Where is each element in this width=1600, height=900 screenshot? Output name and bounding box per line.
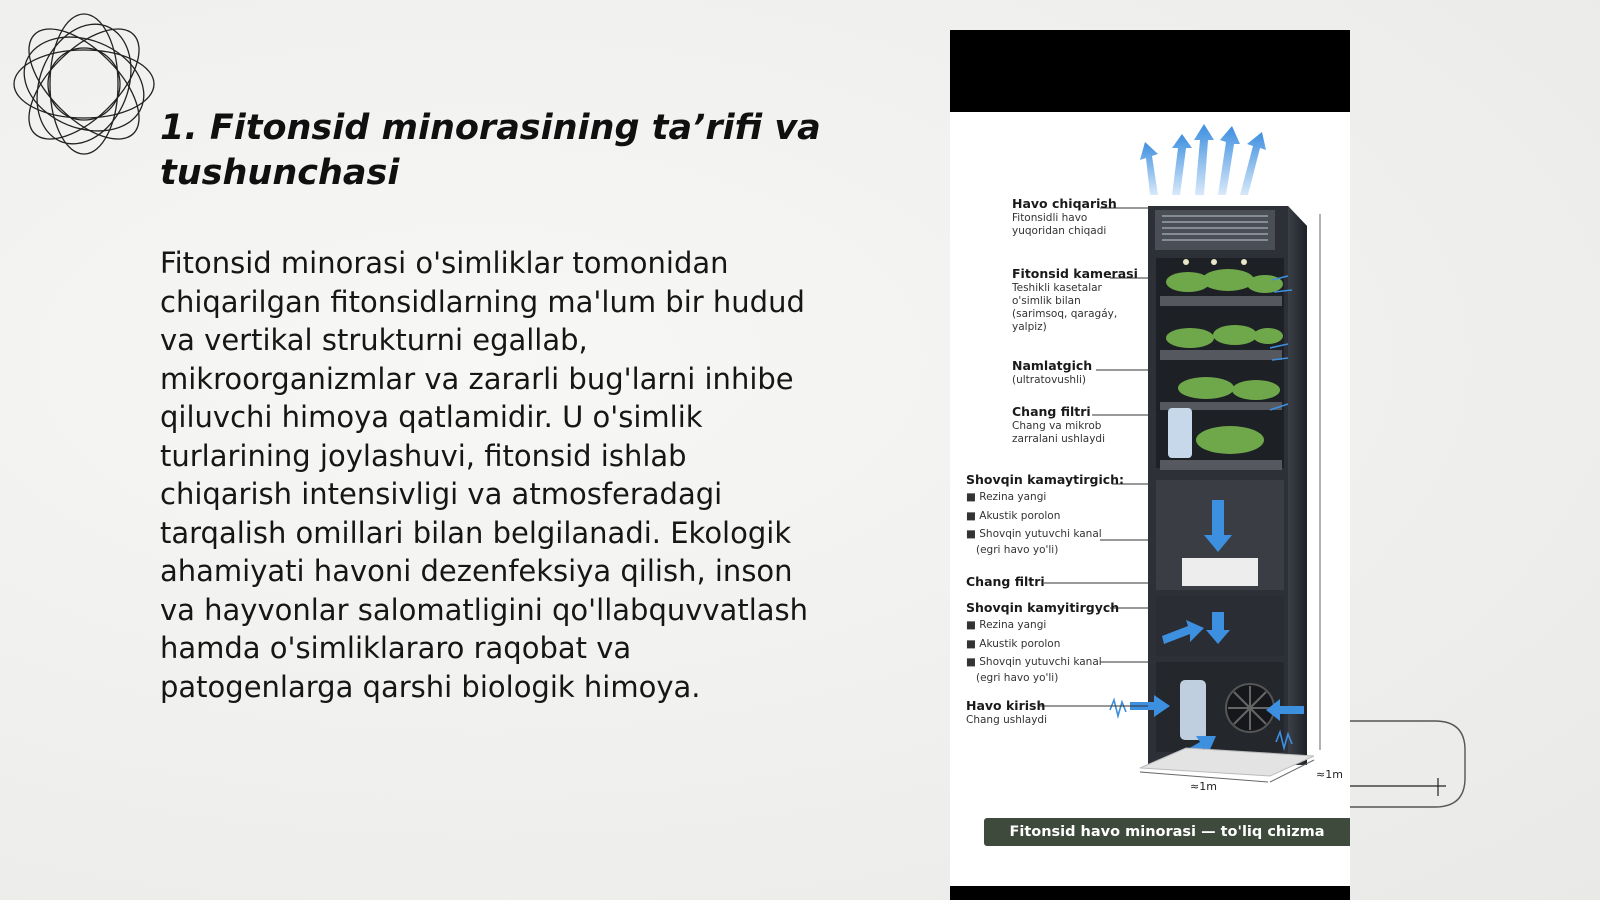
dimension-depth-label: ≈1m [1316,768,1343,781]
label-chang-filtri-top: Chang filtri Chang va mikrob zarralani ushlaydi [1012,404,1106,445]
bracket-connector-icon [1350,720,1467,808]
air-outflow-arrows-icon [1140,124,1266,195]
label-fitonsid-kamerasi: Fitonsid kamerasi Teshikli kasetalar o'simlik bilan (sarimsoq, qaragáy, yalpiz) [1012,266,1138,333]
figure-caption: Fitonsid havo minorasi — to'liq chizma [984,818,1350,846]
slide-body-text: Fitonsid minorasi o'simliklar tomonidan chiqarilgan fitonsidlarning ma'lum bir hudud va vertikal strukturni egallab, mikroorganizmlar va zararli bug'larni inhibe qiluvchi himoya qatlamidir. U o'simlik turlarining joylashuvi, fitonsid ishlab chiqarish intensivligi va atmosferadagi tarqalish omillari bilan belgilanadi. Ekologik ahamiyati havoni dezenfeksiya qilish, inson va hayvonlar salomatligini qo'llabquvvatlash hamda o'simliklararo raqobat va patogenlarga qarshi biologik himoya. [160,246,809,704]
figure-bottom-bar [950,886,1350,900]
slide-title: 1. Fitonsid minorasining ta’rifi va tushunchasi [160,108,821,193]
label-shovqin-kamaytirgich: Shovqin kamaytirgich: ■ Rezina yangi ■ Akustik porolon ■ Shovqin yutuvchi kanal (egri havo yo'li) [966,472,1125,556]
label-havo-kirish: Havo kirish Chang ushlaydi [966,698,1048,726]
tower-body [1110,206,1307,765]
tower-diagram-figure [950,30,1350,900]
label-chang-filtri-bottom: Chang filtri [966,574,1045,589]
label-shovqin-kamyitirgych: Shovqin kamyitirgych ■ Rezina yangi ■ Akustik porolon ■ Shovqin yutuvchi kanal (egri havo yo'li) [966,600,1120,684]
label-namlatgich: Namlatgich (ultratovushli) [1012,358,1093,386]
orbit-logo-icon [10,10,158,158]
tower-illustration [950,30,1350,900]
dimension-width-label: ≈1m [1190,780,1217,793]
label-havo-chiqarish: Havo chiqarish Fitonsidli havo yuqoridan chiqadi [1012,196,1117,237]
